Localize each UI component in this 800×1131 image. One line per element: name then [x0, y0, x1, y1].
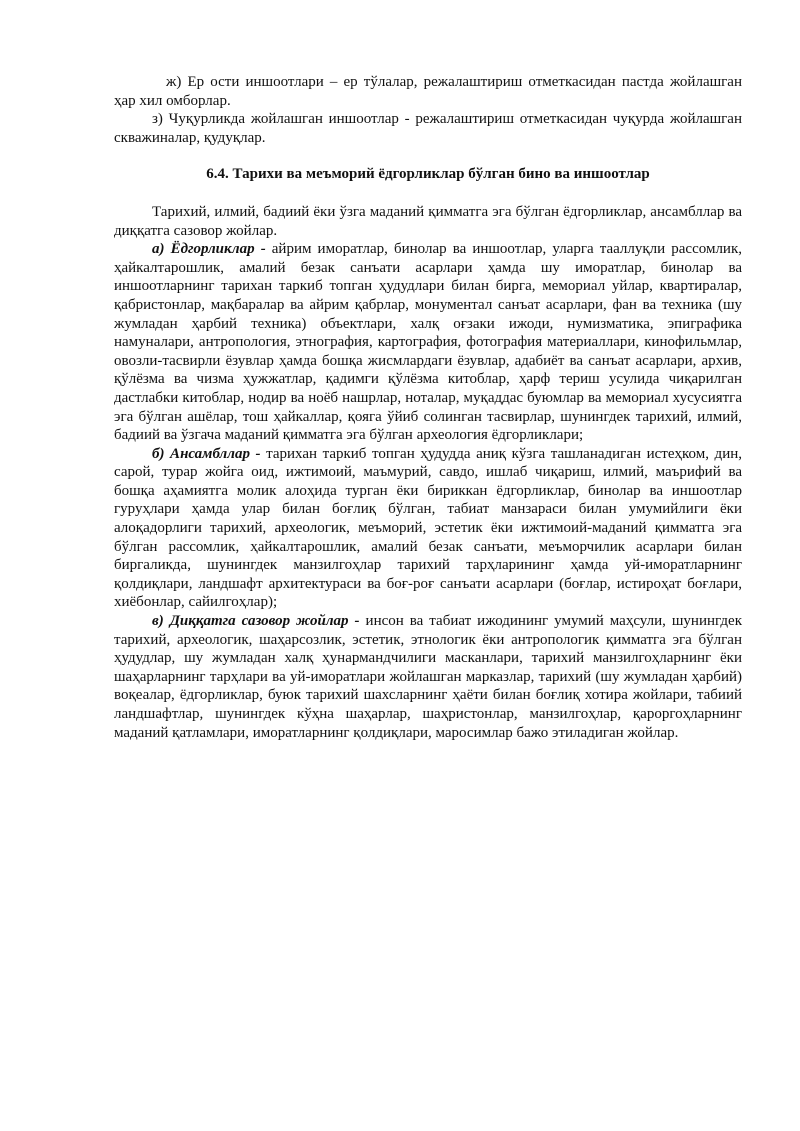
- paragraph-deep-structures: з) Чуқурликда жойлашган иншоотлар - режалаштириш отметкасидан чуқурда жойлашган скважиналар, қудуқлар.: [114, 111, 742, 146]
- body-landmarks: инсон ва табиат ижодининг умумий маҳсули, шунингдек тарихий, археологик, шаҳарсозлик, эстетик, этнологик ёки антропологик қимматга эга бўлган ҳудудлар, шу жумладан халқ ҳунармандчилиги масканлари, тарихий манзилгоҳларнинг ёки шаҳарларнинг тарҳлари ва уй-иморатлари жойлашган марказлар, тарихий (шу жумладан ҳарбий) воқеалар, ёдгорликлар, буюк тарихий шахсларнинг ҳаёти билан боғлиқ хотира жойлари, табиий ландшафтлар, шунингдек кўҳна шаҳарлар, шаҳристонлар, манзилгоҳлар, қароргоҳларнинг маданий қатламлари, иморатларнинг қолдиқлари, маросимлар бажо этиладиган жойлар.: [114, 613, 742, 741]
- body-ensembles: тарихан таркиб топган ҳудудда аниқ кўзга ташланадиган истеҳком, дин, сарой, турар жойга оид, ижтимоий, маъмурий, савдо, ишлаб чиқариш, илмий, маърифий ва бошқа аҳамиятга молик алоҳида турган ёки бириккан ёдгорликлар, бинолар ва иншоотлар гуруҳлари ҳамда улар билан боғлиқ бўлган, табиат манзараси билан умумийлиги ёки алоқадорлиги тарихий, археологик, меъморий, эстетик ёки ижтимоий-маданий қимматга эга бўлган рассомлик, ҳайкалтарошлик, амалий безак санъати, меъморчилик асарлари билан биргаликда, шунингдек манзилгоҳлар тарихий тарҳларининг ҳамда уй-иморатларнинг қолдиқлари, ландшафт архитектураси ва боғ-роғ санъати асарлари (боғлар, истироҳат боғлари, хиёбонлар, сайилгоҳлар);: [114, 445, 742, 611]
- paragraph-landmarks: [114, 612, 742, 742]
- term-monuments: а) Ёдгорликлар -: [152, 241, 266, 258]
- body-monuments: айрим иморатлар, бинолар ва иншоотлар, уларга тааллуқли рассомлик, ҳайкалтарошлик, амалий безак санъати асарлари ҳамда шу иморатлар, бинолар ва иншоотларнинг тарихан таркиб топган ҳудудлари билан бирга, мемориал уйлар, квартиралар, қабристонлар, мақбаралар ва айрим қабрлар, монументал санъат асарлари, фан ва техника (шу жумладан ҳарбий техника) объектлари, халқ оғзаки ижоди, нумизматика, эпиграфика намуналари, антропология, этнография, картография, фотография материаллари, кинофильмлар, овозли-тасвирли ёзувлар ҳамда бошқа жисмлардаги ёзувлар, адабиёт ва санъат асарлари, архив, қўлёзма ва чизма ҳужжатлар, қадимги қўлёзма китоблар, ҳарф териш усулида чиқарилган дастлабки китоблар, нодир ва ноёб нашрлар, ноталар, муқаддас буюмлар ва мемориал хусусиятга эга бўлган ашёлар, тош ҳайкаллар, қояга ўйиб солинган тасвирлар, шунингдек тарихий, илмий, бадиий ва ўзгача маданий қимматга эга бўлган археология ёдгорликлари;: [114, 241, 742, 444]
- section-heading: 6.4. Тарихи ва меъморий ёдгорликлар бўлган бино ва иншоотлар: [206, 166, 650, 183]
- document-body: [114, 73, 742, 742]
- paragraph-underground-structures: ж) Ер ости иншоотлари – ер тўлалар, режалаштириш отметкасидан пастда жойлашган ҳар хил омборлар.: [114, 74, 742, 109]
- term-ensembles: б) Ансамбллар -: [152, 445, 261, 462]
- term-landmarks: в) Диққатга сазовор жойлар -: [152, 613, 360, 630]
- paragraph-ensembles: [114, 445, 742, 612]
- paragraph-intro: Тарихий, илмий, бадиий ёки ўзга маданий қимматга эга бўлган ёдгорликлар, ансамбллар ва диққатга сазовор жойлар.: [114, 203, 742, 239]
- paragraph-monuments: [114, 240, 742, 445]
